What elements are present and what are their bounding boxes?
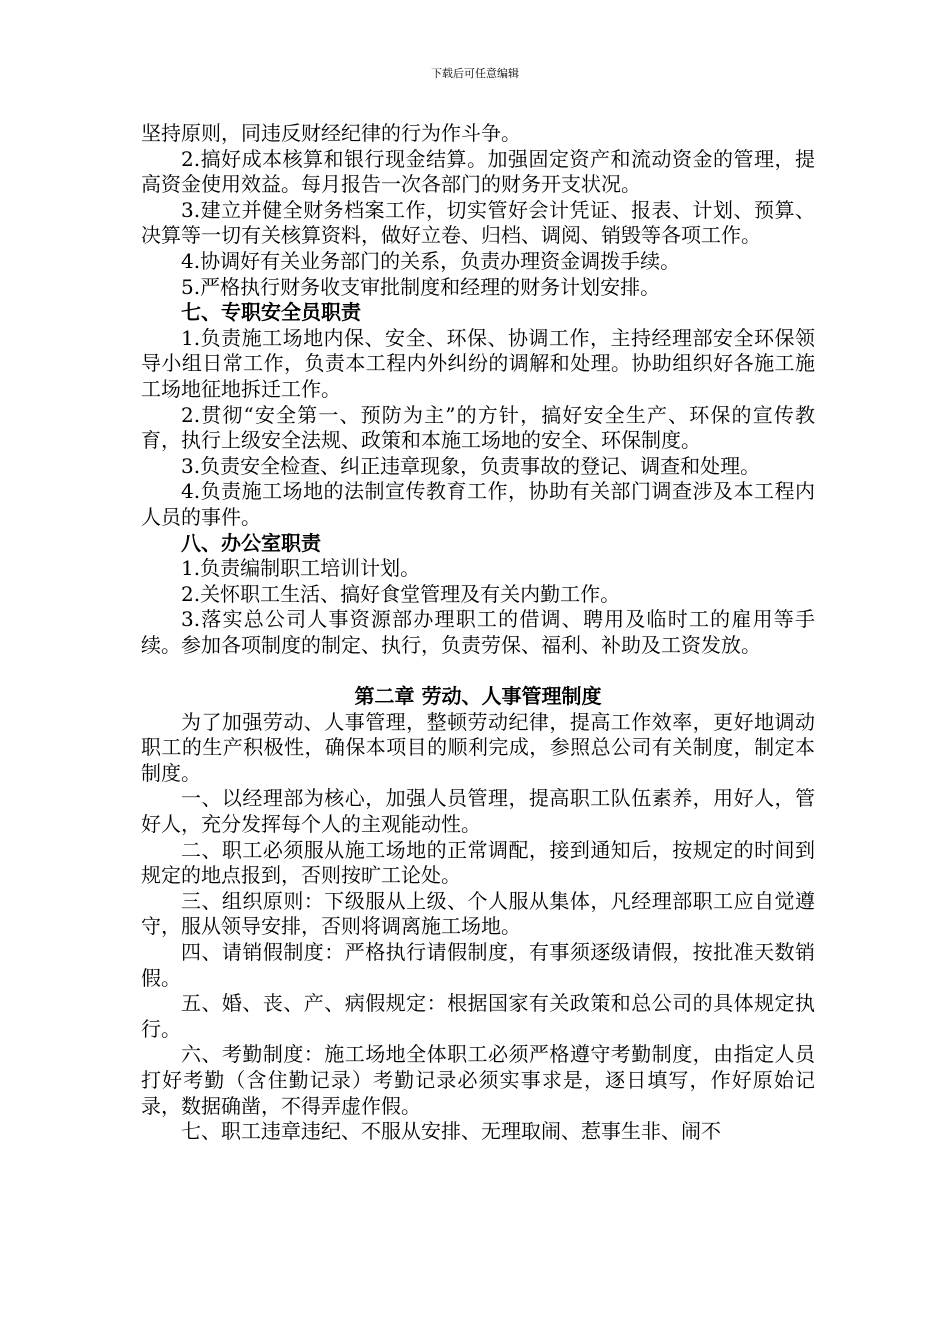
paragraph: 六、考勤制度：施工场地全体职工必须严格遵守考勤制度，由指定人员打好考勤（含住勤记录）考勤记录必须实事求是，逐日填写，作好原始记录，数据确凿，不得弄虚作假。 xyxy=(141,1042,815,1118)
paragraph: 1.负责编制职工培训计划。 xyxy=(181,556,421,581)
page-header: 下载后可任意编辑 xyxy=(431,67,519,80)
document-body xyxy=(141,121,815,1145)
blank-line xyxy=(141,658,815,684)
paragraph: 坚持原则，同违反财经纪律的行为作斗争。 xyxy=(141,121,521,145)
paragraph: 三、组织原则：下级服从上级、个人服从集体，凡经理部职工应自觉遵守，服从领导安排，否则将调离施工场地。 xyxy=(141,888,815,939)
paragraph: 二、职工必须服从施工场地的正常调配，接到通知后，按规定的时间到规定的地点报到，否则按旷工论处。 xyxy=(141,837,815,888)
paragraph: 四、请销假制度：严格执行请假制度，有事须逐级请假，按批准天数销假。 xyxy=(141,940,815,990)
paragraph: 为了加强劳动、人事管理，整顿劳动纪律，提高工作效率，更好地调动职工的生产积极性，确保本项目的顺利完成，参照总公司有关制度，制定本制度。 xyxy=(141,709,815,785)
paragraph: 3.负责安全检查、纠正违章现象，负责事故的登记、调查和处理。 xyxy=(181,453,761,478)
paragraph: 七、职工违章违纪、不服从安排、无理取闹、惹事生非、闹不 xyxy=(181,1119,721,1144)
paragraph: 1.负责施工场地内保、安全、环保、协调工作，主持经理部安全环保领导小组日常工作，负责本工程内外纠纷的调解和处理。协助组织好各施工施工场地征地拆迁工作。 xyxy=(141,325,815,401)
section-heading: 八、办公室职责 xyxy=(181,530,321,555)
paragraph: 2.贯彻“安全第一、预防为主”的方针，搞好安全生产、环保的宣传教育，执行上级安全法规、政策和本施工场地的安全、环保制度。 xyxy=(141,402,815,453)
paragraph: 3.建立并健全财务档案工作，切实管好会计凭证、报表、计划、预算、决算等一切有关核算资料，做好立卷、归档、调阅、销毁等各项工作。 xyxy=(141,197,815,248)
chapter-title: 第二章 劳动、人事管理制度 xyxy=(354,684,602,709)
paragraph: 五、婚、丧、产、病假规定：根据国家有关政策和总公司的具体规定执行。 xyxy=(141,991,815,1041)
paragraph: 2.搞好成本核算和银行现金结算。加强固定资产和流动资金的管理，提高资金使用效益。每月报告一次各部门的财务开支状况。 xyxy=(141,146,815,197)
paragraph: 3.落实总公司人事资源部办理职工的借调、聘用及临时工的雇用等手续。参加各项制度的制定、执行，负责劳保、福利、补助及工资发放。 xyxy=(141,607,815,657)
paragraph: 5.严格执行财务收支审批制度和经理的财务计划安排。 xyxy=(181,274,661,299)
paragraph: 2.关怀职工生活、搞好食堂管理及有关内勤工作。 xyxy=(181,581,621,606)
paragraph: 一、以经理部为核心，加强人员管理，提高职工队伍素养，用好人，管好人，充分发挥每个人的主观能动性。 xyxy=(141,786,815,837)
paragraph: 4.负责施工场地的法制宣传教育工作，协助有关部门调查涉及本工程内人员的事件。 xyxy=(141,479,815,529)
paragraph: 4.协调好有关业务部门的关系，负责办理资金调拨手续。 xyxy=(181,248,681,273)
section-heading: 七、专职安全员职责 xyxy=(181,300,361,325)
